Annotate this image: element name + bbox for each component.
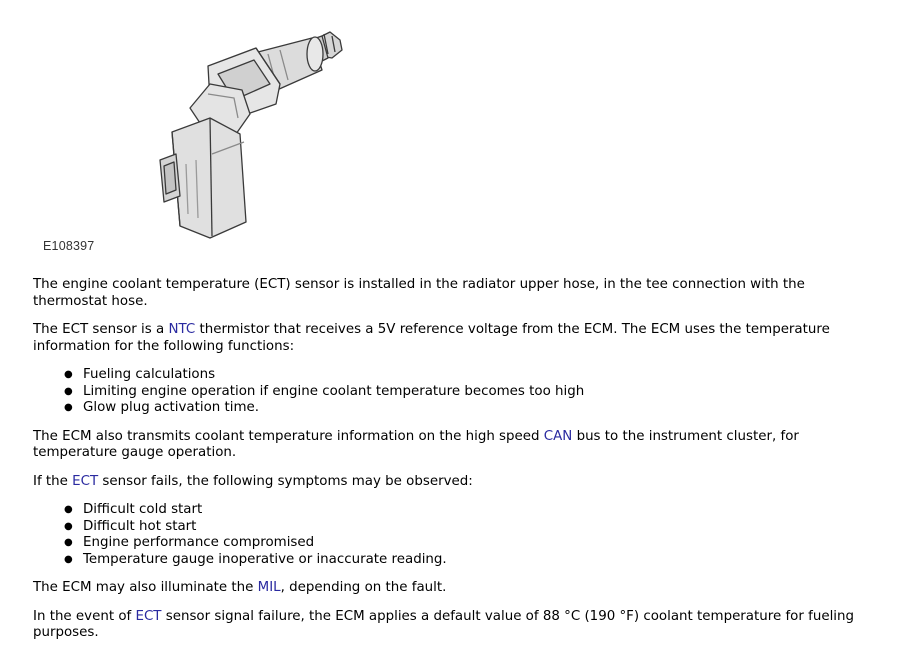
ect-sensor-illustration — [150, 14, 360, 244]
list-item: ● Engine performance compromised — [83, 535, 883, 552]
list-item: ● Limiting engine operation if engine coolant temperature becomes too high — [83, 384, 883, 401]
paragraph-failure-symptoms: If the ECT sensor fails, the following symptoms may be observed: — [33, 473, 473, 489]
paragraph-mil: The ECM may also illuminate the MIL, depending on the fault. — [33, 580, 447, 595]
paragraph-can-bus: The ECM also transmits coolant temperature information on the high speed CAN bus to the instrument cluster, for temperature gauge operation. — [33, 428, 799, 460]
link-ntc[interactable]: NTC — [168, 322, 196, 337]
ect-sensor-drawing — [150, 14, 360, 244]
link-mil[interactable]: MIL — [257, 580, 281, 595]
paragraph-ntc-thermistor: The ECT sensor is a NTC thermistor that receives a 5V reference voltage from the ECM. The ECM uses the temperature information for the following functions: — [33, 322, 830, 354]
link-ect-failure[interactable]: ECT — [135, 608, 162, 624]
link-ect[interactable]: ECT — [72, 473, 99, 489]
list-item: ● Difficult hot start — [83, 519, 883, 536]
list-item: ● Glow plug activation time. — [83, 400, 883, 417]
paragraph-default-value: In the event of ECT sensor signal failure, the ECM applies a default value of 88 °C (190 °F) coolant temperature for fueling purposes. — [33, 608, 854, 640]
link-can[interactable]: CAN — [543, 428, 573, 444]
list-item: ● Difficult cold start — [83, 502, 883, 519]
symptoms-list — [33, 502, 883, 568]
document-body — [33, 277, 883, 654]
figure-caption: E108397 — [43, 239, 95, 253]
paragraph-installation: The engine coolant temperature (ECT) sensor is installed in the radiator upper hose, in the tee connection with the thermostat hose. — [33, 277, 805, 309]
functions-list — [33, 367, 883, 417]
list-item: ● Fueling calculations — [83, 367, 883, 384]
list-item: ● Temperature gauge inoperative or inaccurate reading. — [83, 552, 883, 569]
